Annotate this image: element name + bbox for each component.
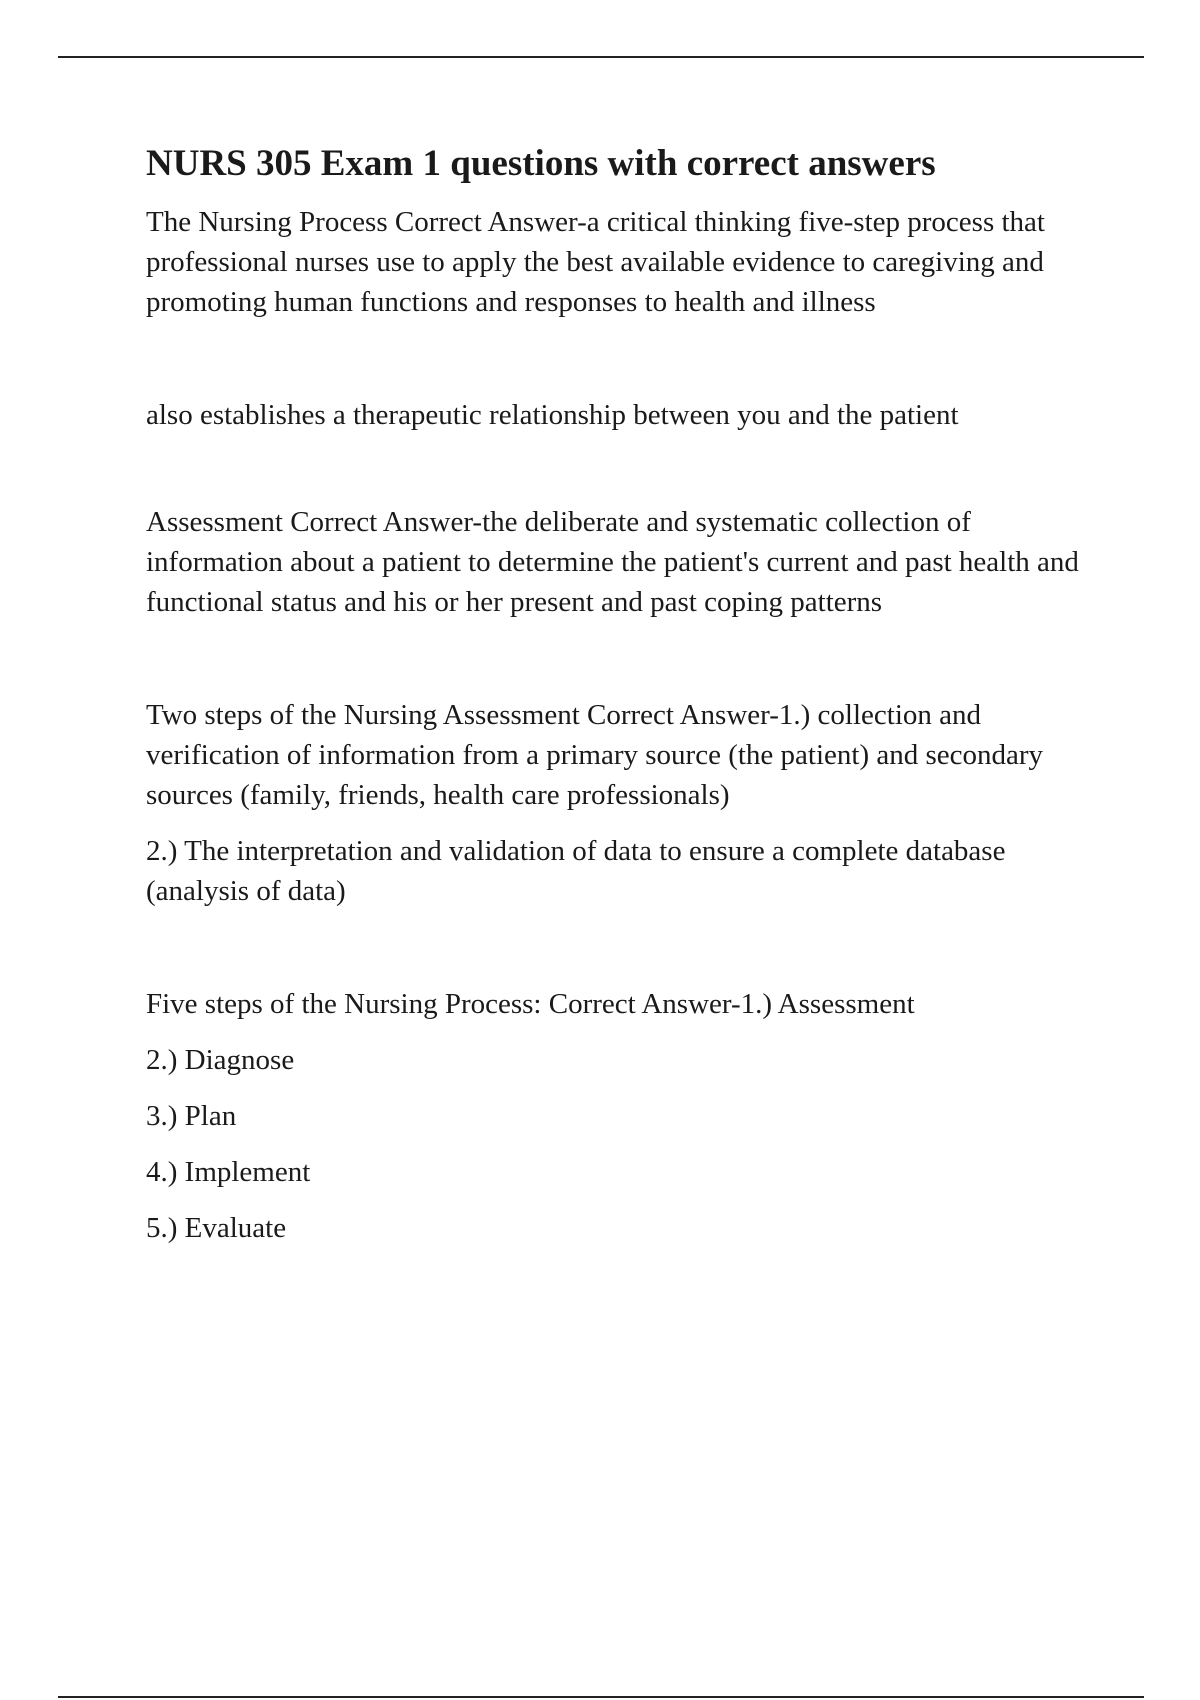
document-title: NURS 305 Exam 1 questions with correct answers: [146, 143, 936, 184]
step-evaluate: 5.) Evaluate: [146, 1212, 287, 1245]
bottom-rule: [58, 1696, 1144, 1698]
entry-two-steps: Two steps of the Nursing Assessment Correct Answer-1.) collection and verification of information from a primary source (the patient) and secondary sources (family, friends, health care professionals): [146, 699, 1044, 812]
entry-five-steps: Five steps of the Nursing Process: Correct Answer-1.) Assessment: [146, 988, 915, 1021]
entry-assessment: Assessment Correct Answer-the deliberate and systematic collection of information about a patient to determine the patient's current and past health and functional status and his or her present and past coping patterns: [146, 506, 1079, 619]
step-diagnose: 2.) Diagnose: [146, 1044, 295, 1077]
entry-two-steps-continuation: 2.) The interpretation and validation of data to ensure a complete database (analysis of data): [146, 835, 1006, 908]
document-body: [146, 140, 1096, 1264]
step-plan: 3.) Plan: [146, 1100, 237, 1133]
step-implement: 4.) Implement: [146, 1156, 311, 1189]
top-rule: [58, 56, 1144, 58]
entry-therapeutic-relationship: also establishes a therapeutic relationship between you and the patient: [146, 399, 959, 432]
entry-nursing-process: The Nursing Process Correct Answer-a critical thinking five-step process that professional nurses use to apply the best available evidence to caregiving and promoting human functions and responses to health and illness: [146, 206, 1045, 319]
